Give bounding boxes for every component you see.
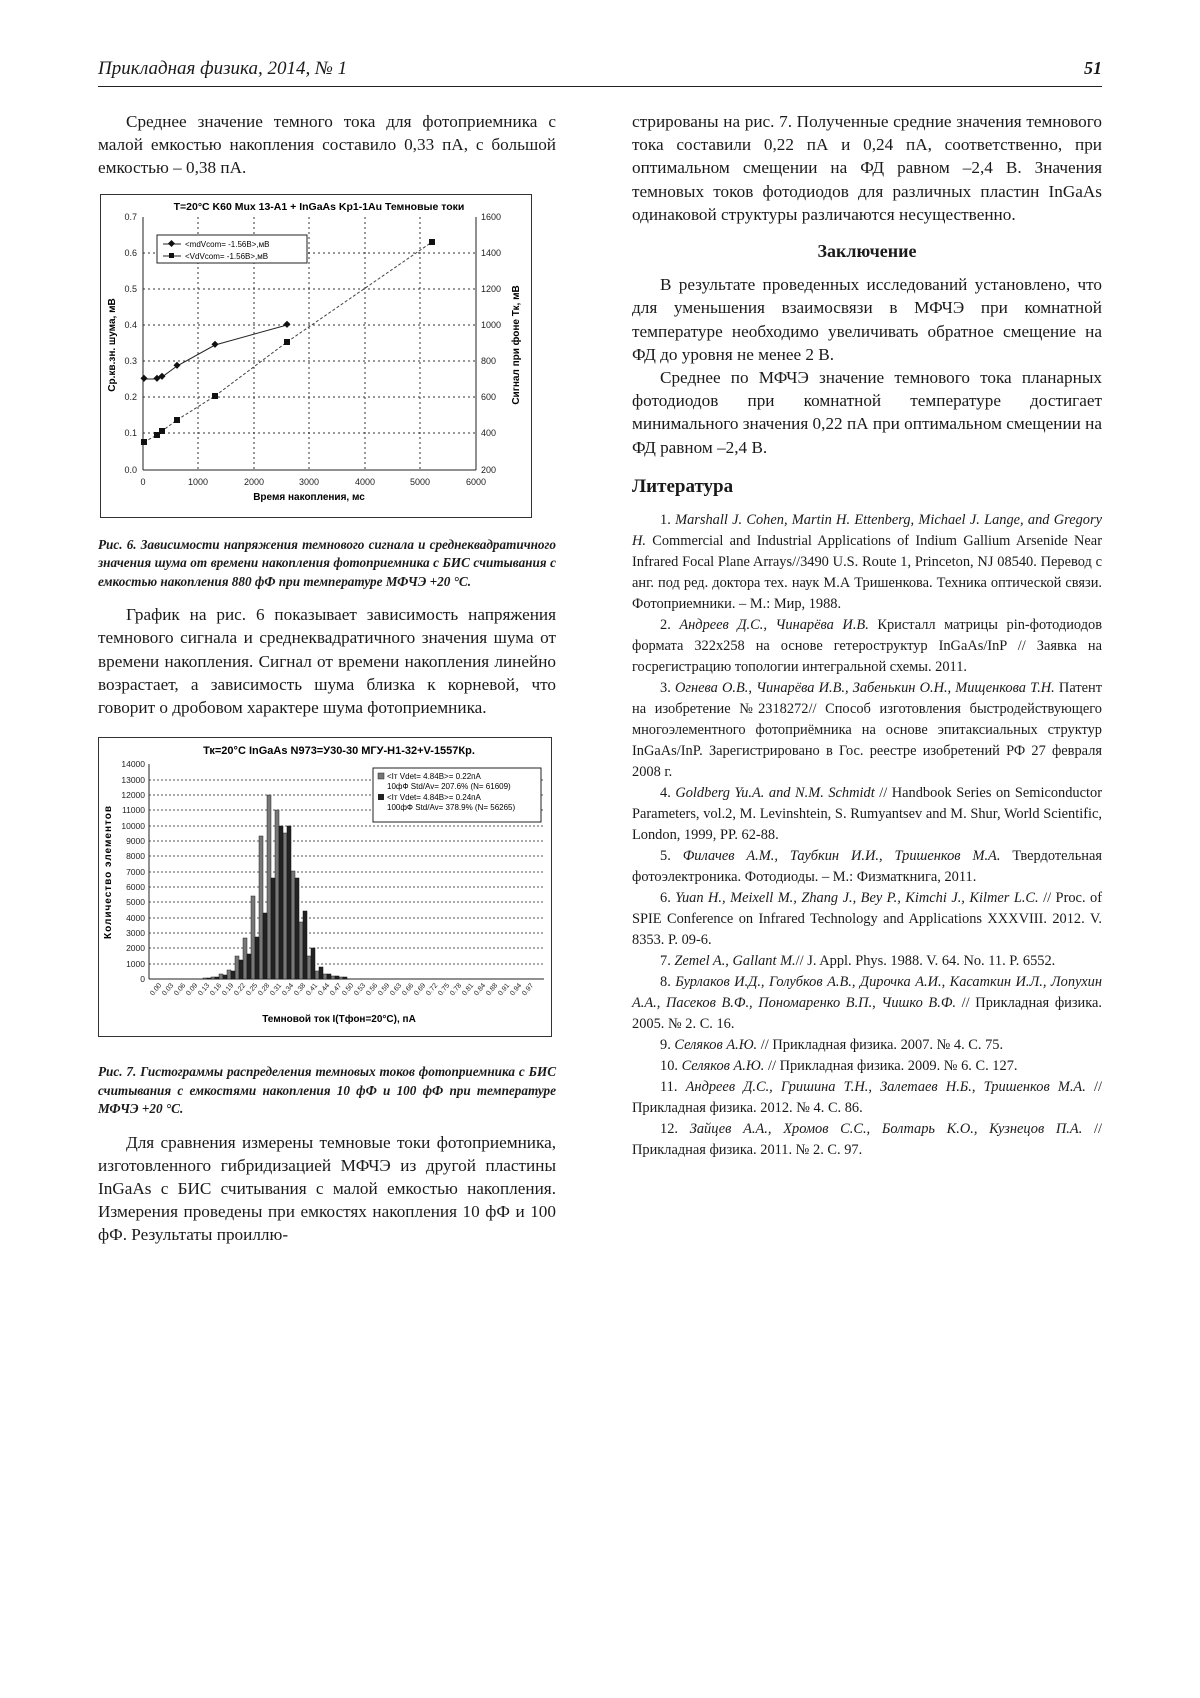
x-tick-labels bbox=[149, 982, 535, 997]
svg-text:0.03: 0.03 bbox=[161, 982, 176, 998]
line-chart bbox=[101, 195, 531, 517]
chart-title: T=20°C K60 Mux 13-A1 + InGaAs Kp1-1Au Темновые токи bbox=[173, 200, 465, 213]
histogram-chart bbox=[99, 738, 551, 1036]
journal-title: Прикладная физика, 2014, № 1 bbox=[98, 58, 348, 79]
y-axis-label: Ср.кв.зн. шума, мВ bbox=[107, 297, 118, 392]
svg-text:5000: 5000 bbox=[409, 476, 431, 487]
svg-text:<VdVcom= -1.56В>,мВ: <VdVcom= -1.56В>,мВ bbox=[185, 251, 269, 261]
page-number: 51 bbox=[1084, 58, 1102, 78]
svg-text:1000: 1000 bbox=[481, 319, 502, 330]
svg-text:0.44: 0.44 bbox=[317, 982, 332, 998]
conclusion-heading: Заключение bbox=[817, 241, 917, 262]
svg-text:1000: 1000 bbox=[126, 959, 145, 970]
svg-text:1200: 1200 bbox=[481, 283, 502, 294]
svg-text:5000: 5000 bbox=[126, 897, 145, 908]
svg-text:0.28: 0.28 bbox=[257, 982, 272, 998]
paragraph: Среднее по МФЧЭ значение темнового тока планарных фотодиодов при комнатной температуре достигает минимального значения 0,22 пА при оптимальном смещении на ФД равном –2,4 В. bbox=[632, 368, 1102, 457]
svg-text:0.4: 0.4 bbox=[124, 319, 137, 330]
svg-text:0.16: 0.16 bbox=[209, 982, 224, 998]
x-axis-label: Время накопления, мс bbox=[253, 491, 365, 503]
reference-item: 4. Goldberg Yu.A. and N.M. Schmidt // Handbook Series on Semiconductor Parameters, vol.2, M. Levinshtein, S. Rumyantsev and M. Shur, World Scientific, London, 1999, PP. 62-88. bbox=[632, 785, 1103, 844]
svg-text:800: 800 bbox=[481, 355, 497, 366]
svg-text:<mdVcom= -1.56В>,мВ: <mdVcom= -1.56В>,мВ bbox=[185, 239, 270, 249]
paragraph: График на рис. 6 показывает зависимость напряжения темнового сигнала и среднеквадратичного значения шума от времени накопления. Сигнал от времени накопления линейно возрастает, а зависимость шума близка к корневой, что говорит о дробовом характере шума фотоприемника. bbox=[98, 605, 556, 717]
svg-text:0.22: 0.22 bbox=[233, 982, 248, 998]
svg-text:3000: 3000 bbox=[298, 476, 320, 487]
paragraph: стрированы на рис. 7. Полученные средние значения темнового тока составили 0,22 пА и 0,24 пА, соответственно, при оптимальном смещении на ФД равном –2,4 В. Значения темновых токов фотодиодов для различных пластин InGaAs одинаковой структуры различаются несущественно. bbox=[632, 112, 1102, 224]
paragraph: Для сравнения измерены темновые токи фотоприемника, изготовленного гибридизацией МФЧЭ из другой пластины InGaAs с БИС считывания с малой емкостью накопления. Измерения проведены при емкостях накопления 10 фФ и 100 фФ. Результаты проиллю- bbox=[98, 1132, 556, 1245]
figure-7-chart bbox=[98, 737, 552, 1037]
reference-item: 11. Андреев Д.С., Гришина Т.Н., Залетаев Н.Б., Тришенков М.А. // Прикладная физика. 2012. № 4. С. 86. bbox=[632, 1079, 1102, 1117]
references-heading: Литература bbox=[632, 475, 734, 497]
svg-text:0.75: 0.75 bbox=[437, 982, 452, 998]
svg-text:0.13: 0.13 bbox=[197, 982, 212, 998]
svg-text:1600: 1600 bbox=[481, 211, 502, 222]
svg-text:6000: 6000 bbox=[126, 882, 145, 893]
svg-text:<Iт Vdet= 4.84В>= 0.24пА: <Iт Vdet= 4.84В>= 0.24пА bbox=[387, 793, 481, 803]
svg-text:4000: 4000 bbox=[354, 476, 376, 487]
svg-text:0.38: 0.38 bbox=[293, 982, 308, 998]
svg-text:0.47: 0.47 bbox=[329, 982, 344, 998]
svg-text:0.63: 0.63 bbox=[389, 982, 404, 998]
reference-item: 9. Селяков А.Ю. // Прикладная физика. 2007. № 4. С. 75. bbox=[660, 1037, 1004, 1054]
reference-item: 2. Андреев Д.С., Чинарёва И.В. Кристалл матрицы pin-фотодиодов формата 322х258 на основе гетероструктур InGaAs/InP // Заявка на госрегистрацию топологии интегральной схемы. 2011. bbox=[632, 617, 1103, 676]
svg-text:400: 400 bbox=[481, 427, 497, 438]
svg-text:0.7: 0.7 bbox=[124, 211, 137, 222]
figure-6-caption: Рис. 6. Зависимости напряжения темнового сигнала и среднеквадратичного значения шума от времени накопления фотоприемника с БИС считывания с емкостью накопления 880 фФ при температуре МФЧЭ +20 °С. bbox=[98, 536, 556, 589]
svg-text:14000: 14000 bbox=[121, 759, 145, 770]
svg-text:1000: 1000 bbox=[187, 476, 209, 487]
svg-text:<Iт Vdet= 4.84В>= 0.22пА: <Iт Vdet= 4.84В>= 0.22пА bbox=[387, 772, 481, 782]
svg-text:0.59: 0.59 bbox=[377, 982, 392, 998]
svg-text:0.5: 0.5 bbox=[124, 283, 137, 294]
svg-text:0.34: 0.34 bbox=[281, 982, 296, 998]
left-column bbox=[98, 110, 556, 1247]
svg-text:0.25: 0.25 bbox=[245, 982, 260, 998]
svg-text:0.19: 0.19 bbox=[221, 982, 236, 998]
y-axis-label: Количество элементов bbox=[103, 805, 114, 940]
reference-item: 3. Огнева О.В., Чинарёва И.В., Забенькин О.Н., Мищенкова Т.Н. Патент на изобретение №2318272// Способ изготовления быстродействующего многоэлементного фотоприёмника на основе эпитаксиальных структур InGaAs/InP. Зарегистрировано в Гос. реестре изобретений РФ 27 февраля 2008 г. bbox=[632, 680, 1102, 781]
svg-text:0.6: 0.6 bbox=[124, 247, 137, 258]
svg-text:100фФ Std/Av= 378.9% (N= 56265: 100фФ Std/Av= 378.9% (N= 56265) bbox=[387, 803, 516, 813]
svg-text:3000: 3000 bbox=[126, 928, 145, 939]
svg-text:2000: 2000 bbox=[243, 476, 265, 487]
svg-text:0.66: 0.66 bbox=[401, 982, 416, 998]
svg-text:10фФ Std/Av= 207.6% (N= 61609): 10фФ Std/Av= 207.6% (N= 61609) bbox=[387, 782, 511, 792]
svg-text:9000: 9000 bbox=[126, 836, 145, 847]
reference-item: 6. Yuan H., Meixell M., Zhang J., Bey P., Kimchi J., Kilmer L.C. // Proc. of SPIE Conference on Infrared Technology and Applications XXXVIII. 2012. V. 8353. P. 09-6. bbox=[632, 890, 1102, 949]
svg-text:12000: 12000 bbox=[121, 790, 145, 801]
svg-text:0.78: 0.78 bbox=[449, 982, 464, 998]
page-header bbox=[98, 58, 1102, 87]
svg-text:7000: 7000 bbox=[126, 867, 145, 878]
svg-text:0.50: 0.50 bbox=[341, 982, 356, 998]
svg-text:11000: 11000 bbox=[121, 805, 145, 816]
svg-text:0.72: 0.72 bbox=[425, 982, 440, 998]
svg-text:13000: 13000 bbox=[121, 775, 145, 786]
svg-text:10000: 10000 bbox=[121, 821, 145, 832]
svg-text:0.41: 0.41 bbox=[305, 982, 320, 998]
svg-text:0.31: 0.31 bbox=[269, 982, 284, 998]
svg-text:0.53: 0.53 bbox=[353, 982, 368, 998]
chart-title: Тк=20°C InGaAs N973=У30-30 МГУ-Н1-32+V-1557Кр. bbox=[203, 745, 475, 758]
svg-text:0.81: 0.81 bbox=[461, 982, 476, 998]
svg-text:0.00: 0.00 bbox=[149, 982, 164, 998]
svg-text:0.56: 0.56 bbox=[365, 982, 380, 998]
y-axis-right-label: Сигнал при фоне Тк, мВ bbox=[511, 284, 522, 405]
svg-text:0.2: 0.2 bbox=[124, 391, 137, 402]
svg-text:2000: 2000 bbox=[126, 943, 145, 954]
figure-7-caption: Рис. 7. Гистограммы распределения темновых токов фотоприемника с БИС считывания с емкостями накопления 10 фФ и 100 фФ при температуре МФЧЭ +20 °С. bbox=[98, 1064, 556, 1117]
x-axis-label: Темновой ток I(Тфон=20°C), пА bbox=[262, 1014, 416, 1026]
svg-text:0.91: 0.91 bbox=[497, 982, 512, 998]
svg-text:0.97: 0.97 bbox=[521, 982, 536, 998]
svg-text:0.94: 0.94 bbox=[509, 982, 524, 998]
svg-text:0: 0 bbox=[140, 476, 146, 487]
reference-item: 10. Селяков А.Ю. // Прикладная физика. 2009. № 6. С. 127. bbox=[660, 1058, 1018, 1075]
svg-text:0.3: 0.3 bbox=[124, 355, 137, 366]
reference-item: 8. Бурлаков И.Д., Голубков А.В., Дирочка А.И., Касаткин И.Л., Лопухин А.А., Пасеков В.Ф., Пономаренко В.П., Чишко В.Ф. // Прикладная физика. 2005. № 2. С. 16. bbox=[632, 974, 1103, 1033]
reference-item: 1. Marshall J. Cohen, Martin H. Ettenberg, Michael J. Lange, and Gregory H. Commercial and Industrial Applications of Indium Gallium Arsenide Near Infrared Focal Plane Arrays//3490 U.S. Route 1, Princeton, NJ 08540. Перевод с анг. под ред. доктора тех. наук М.А Тришенкова. Техника оптической связи. Фотоприемники. – М.: Мир, 1988. bbox=[632, 512, 1102, 613]
svg-text:8000: 8000 bbox=[126, 851, 145, 862]
right-column bbox=[632, 110, 1102, 1161]
svg-text:0.06: 0.06 bbox=[173, 982, 188, 998]
svg-text:6000: 6000 bbox=[465, 476, 487, 487]
svg-text:200: 200 bbox=[481, 464, 497, 475]
svg-text:0: 0 bbox=[140, 974, 145, 985]
paragraph: Среднее значение темного тока для фотоприемника с малой емкостью накопления составило 0,33 пА, с большой емкостью – 0,38 пА. bbox=[98, 112, 556, 178]
svg-text:0.69: 0.69 bbox=[413, 982, 428, 998]
svg-text:1400: 1400 bbox=[481, 247, 502, 258]
references-list bbox=[632, 510, 1102, 1161]
svg-text:0.84: 0.84 bbox=[473, 982, 488, 998]
paragraph: В результате проведенных исследований установлено, что для уменьшения взаимосвязи в МФЧЭ при комнатной температуре необходимо увеличивать обратное смещение на ФД до уровня не менее 2 В. bbox=[632, 275, 1102, 364]
svg-text:0.88: 0.88 bbox=[485, 982, 500, 998]
svg-text:0.09: 0.09 bbox=[185, 982, 200, 998]
reference-item: 7. Zemel A., Gallant M.// J. Appl. Phys. 1988. V. 64. No. 11. P. 6552. bbox=[660, 953, 1056, 970]
svg-text:4000: 4000 bbox=[126, 913, 145, 924]
reference-item: 5. Филачев А.М., Таубкин И.И., Тришенков М.А. Твердотельная фотоэлектроника. Фотодиоды. – М.: Физматкнига, 2011. bbox=[632, 848, 1102, 886]
figure-6-chart bbox=[100, 194, 532, 518]
svg-text:0.1: 0.1 bbox=[124, 427, 137, 438]
svg-text:0.0: 0.0 bbox=[124, 464, 137, 475]
reference-item: 12. Зайцев А.А., Хромов С.С., Болтарь К.О., Кузнецов П.А. // Прикладная физика. 2011. № 2. С. 97. bbox=[632, 1121, 1102, 1159]
svg-text:600: 600 bbox=[481, 391, 497, 402]
